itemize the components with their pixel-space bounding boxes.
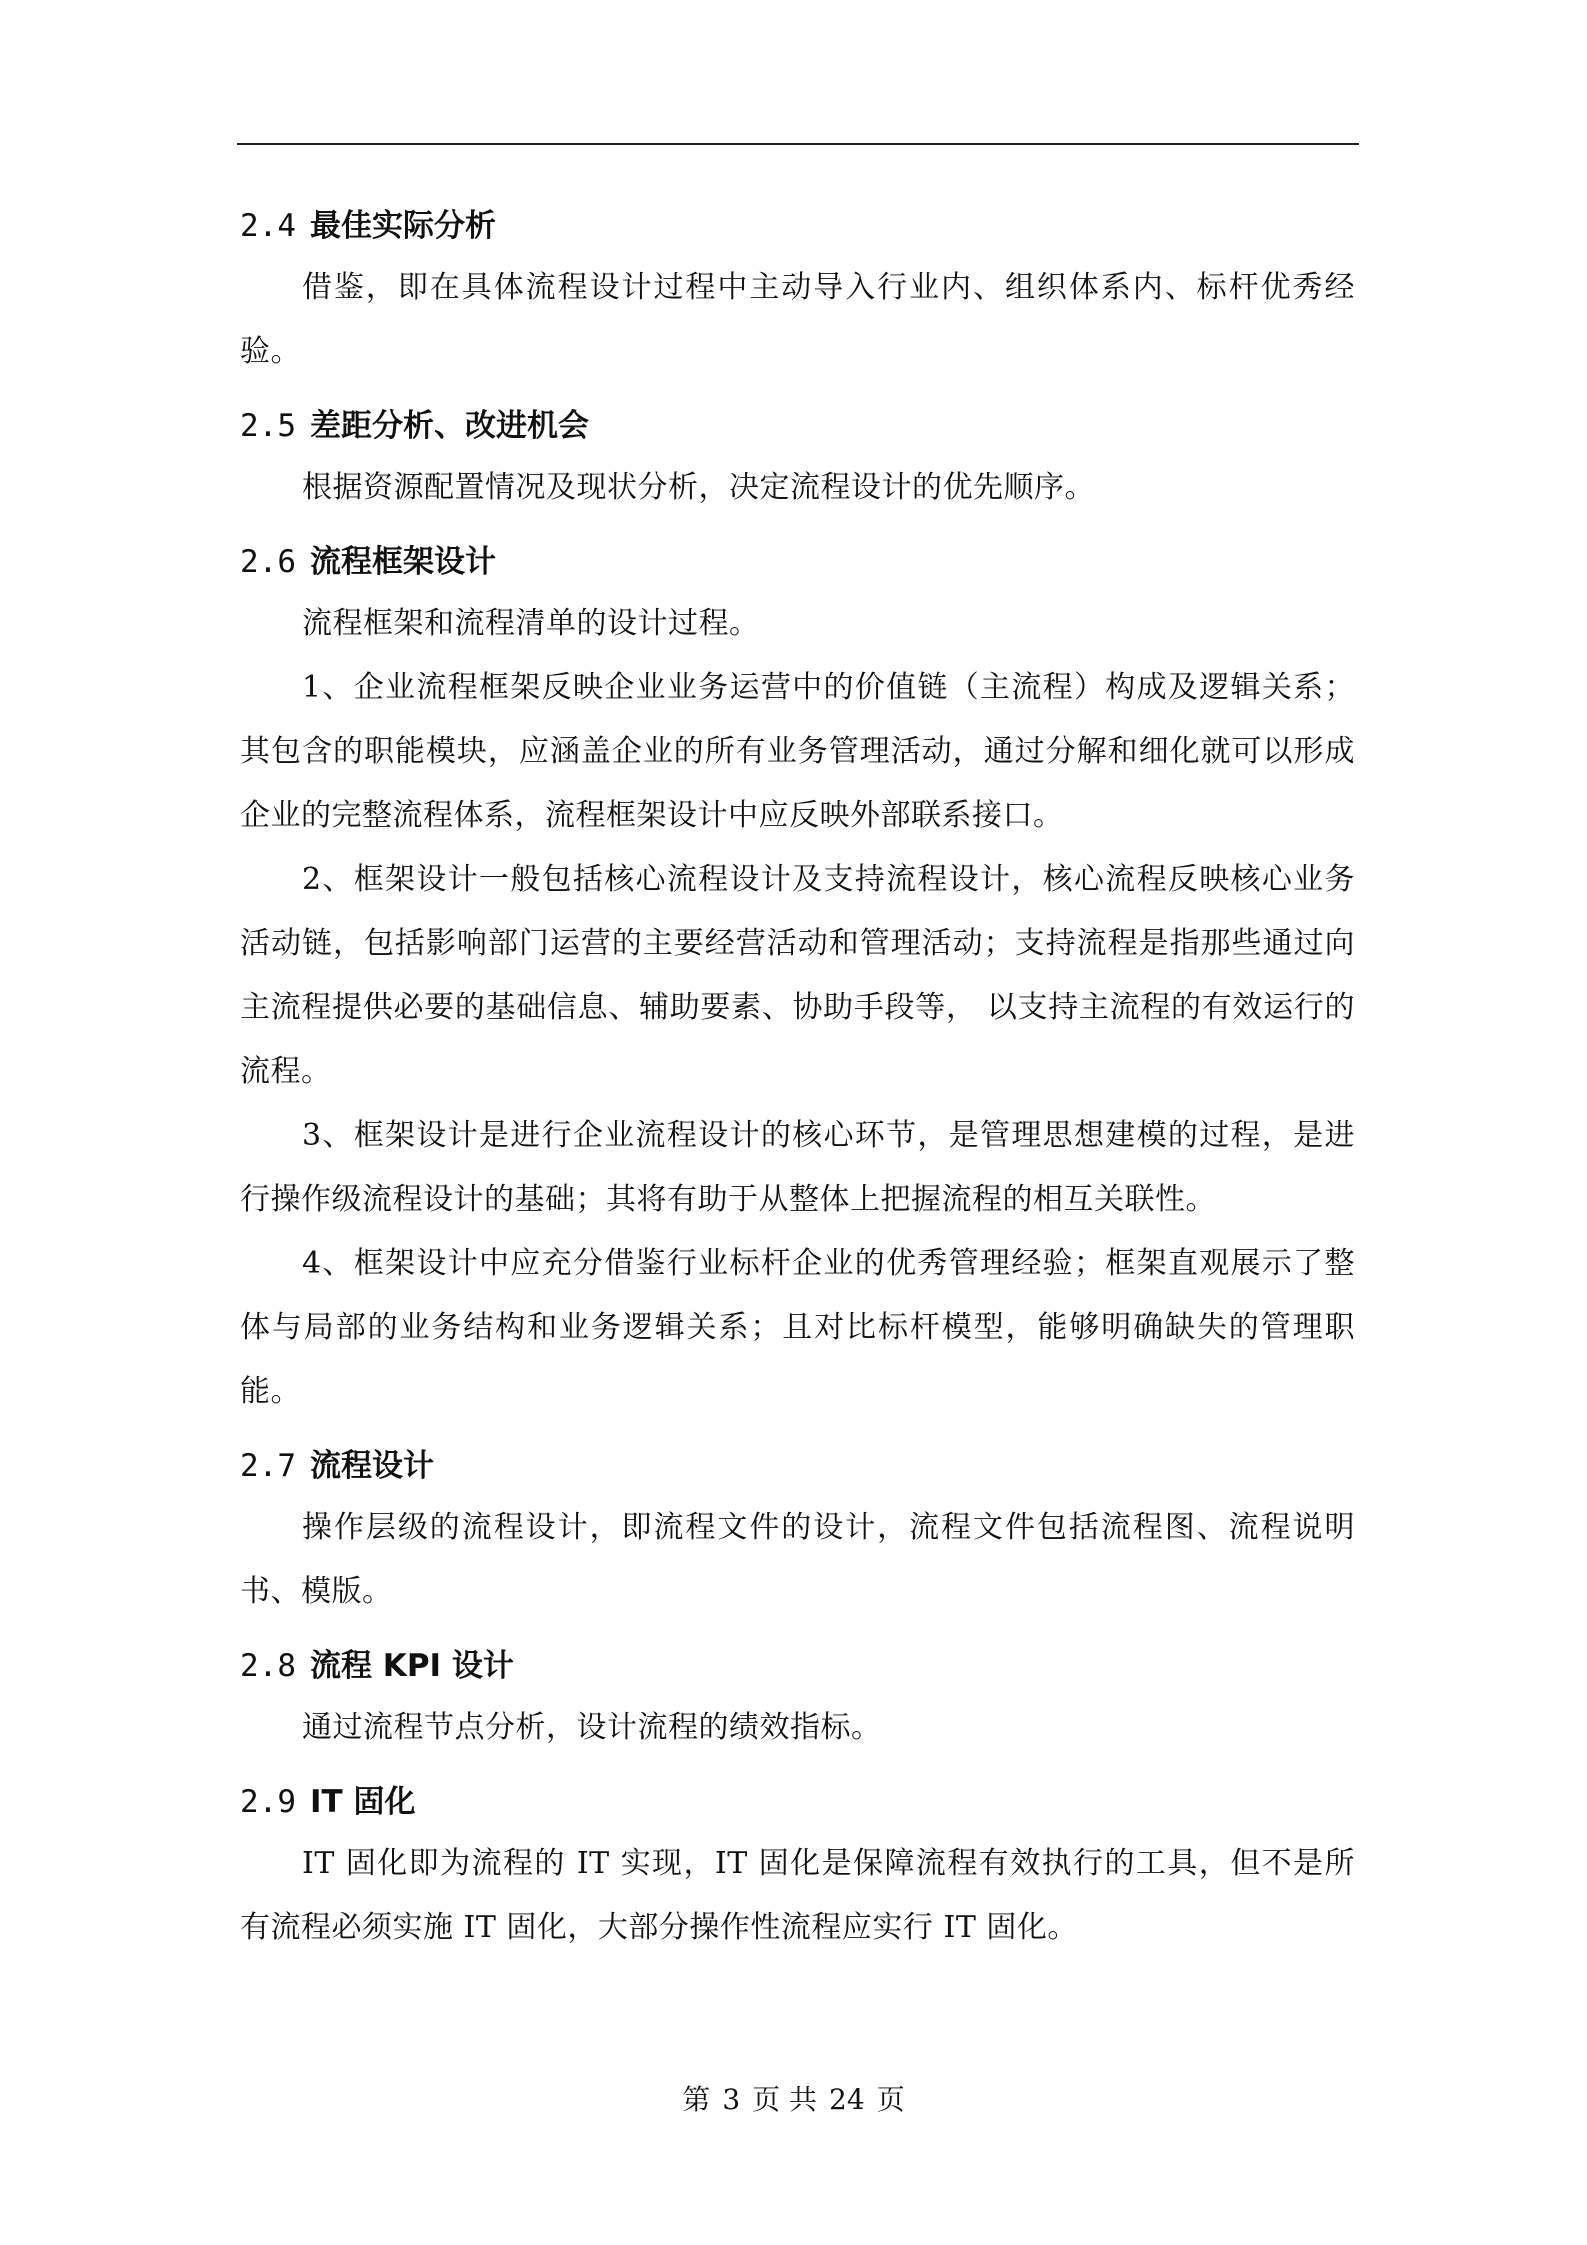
paragraph: 4、框架设计中应充分借鉴行业标杆企业的优秀管理经验；框架直观展示了整体与局部的业务结构和业务逻辑关系；且对比标杆模型，能够明确缺失的管理职能。 xyxy=(240,1246,1355,1409)
section-heading xyxy=(240,1772,1355,1832)
section-number: 2.6 xyxy=(240,544,296,580)
section-2-5 xyxy=(240,396,1355,520)
section-heading xyxy=(240,1436,1355,1496)
paragraph: 根据资源配置情况及现状分析，决定流程设计的优先顺序。 xyxy=(302,470,1095,505)
section-2-7 xyxy=(240,1436,1355,1624)
footer-middle: 页 共 xyxy=(752,2083,818,2116)
footer-prefix: 第 xyxy=(682,2083,711,2116)
paragraph: 3、框架设计是进行企业流程设计的核心环节，是管理思想建模的过程，是进行操作级流程设计的基础；其将有助于从整体上把握流程的相互关联性。 xyxy=(240,1118,1355,1217)
section-number: 2.4 xyxy=(240,208,296,244)
section-title: 流程框架设计 xyxy=(310,544,496,580)
section-2-6 xyxy=(240,532,1355,1424)
section-number: 2.5 xyxy=(240,408,296,444)
section-2-8 xyxy=(240,1636,1355,1760)
paragraph: 操作层级的流程设计，即流程文件的设计，流程文件包括流程图、流程说明书、模版。 xyxy=(240,1510,1355,1609)
paragraph: 2、框架设计一般包括核心流程设计及支持流程设计，核心流程反映核心业务活动链，包括影响部门运营的主要经营活动和管理活动；支持流程是指那些通过向主流程提供必要的基础信息、辅助要素、协助手段等， 以支持主流程的有效运行的流程。 xyxy=(240,862,1355,1089)
footer-page-number: 3 xyxy=(722,2083,741,2116)
section-number: 2.9 xyxy=(240,1784,296,1820)
page-content xyxy=(240,196,1355,1968)
section-title: 最佳实际分析 xyxy=(310,208,496,244)
paragraph: 流程框架和流程清单的设计过程。 xyxy=(302,606,760,641)
paragraph: 借鉴，即在具体流程设计过程中主动导入行业内、组织体系内、标杆优秀经验。 xyxy=(240,270,1355,369)
footer-suffix: 页 xyxy=(876,2083,905,2116)
section-2-4 xyxy=(240,196,1355,384)
section-2-9 xyxy=(240,1772,1355,1960)
paragraph: 通过流程节点分析，设计流程的绩效指标。 xyxy=(302,1710,882,1745)
section-title: 流程设计 xyxy=(310,1448,434,1484)
paragraph: 1、企业流程框架反映企业业务运营中的价值链（主流程）构成及逻辑关系；其包含的职能模块，应涵盖企业的所有业务管理活动，通过分解和细化就可以形成企业的完整流程体系，流程框架设计中应反映外部联系接口。 xyxy=(240,670,1355,833)
page-footer xyxy=(0,2080,1587,2120)
section-number: 2.8 xyxy=(240,1648,296,1684)
header-rule xyxy=(237,143,1359,145)
section-title: IT 固化 xyxy=(310,1784,416,1820)
paragraph: IT 固化即为流程的 IT 实现，IT 固化是保障流程有效执行的工具，但不是所有流程必须实施 IT 固化，大部分操作性流程应实行 IT 固化。 xyxy=(240,1846,1355,1945)
section-heading xyxy=(240,396,1355,456)
section-number: 2.7 xyxy=(240,1448,296,1484)
section-heading xyxy=(240,1636,1355,1696)
section-heading xyxy=(240,532,1355,592)
section-heading xyxy=(240,196,1355,256)
section-title: 差距分析、改进机会 xyxy=(310,408,589,444)
section-title: 流程 KPI 设计 xyxy=(310,1648,514,1684)
footer-total-pages: 24 xyxy=(829,2083,865,2116)
